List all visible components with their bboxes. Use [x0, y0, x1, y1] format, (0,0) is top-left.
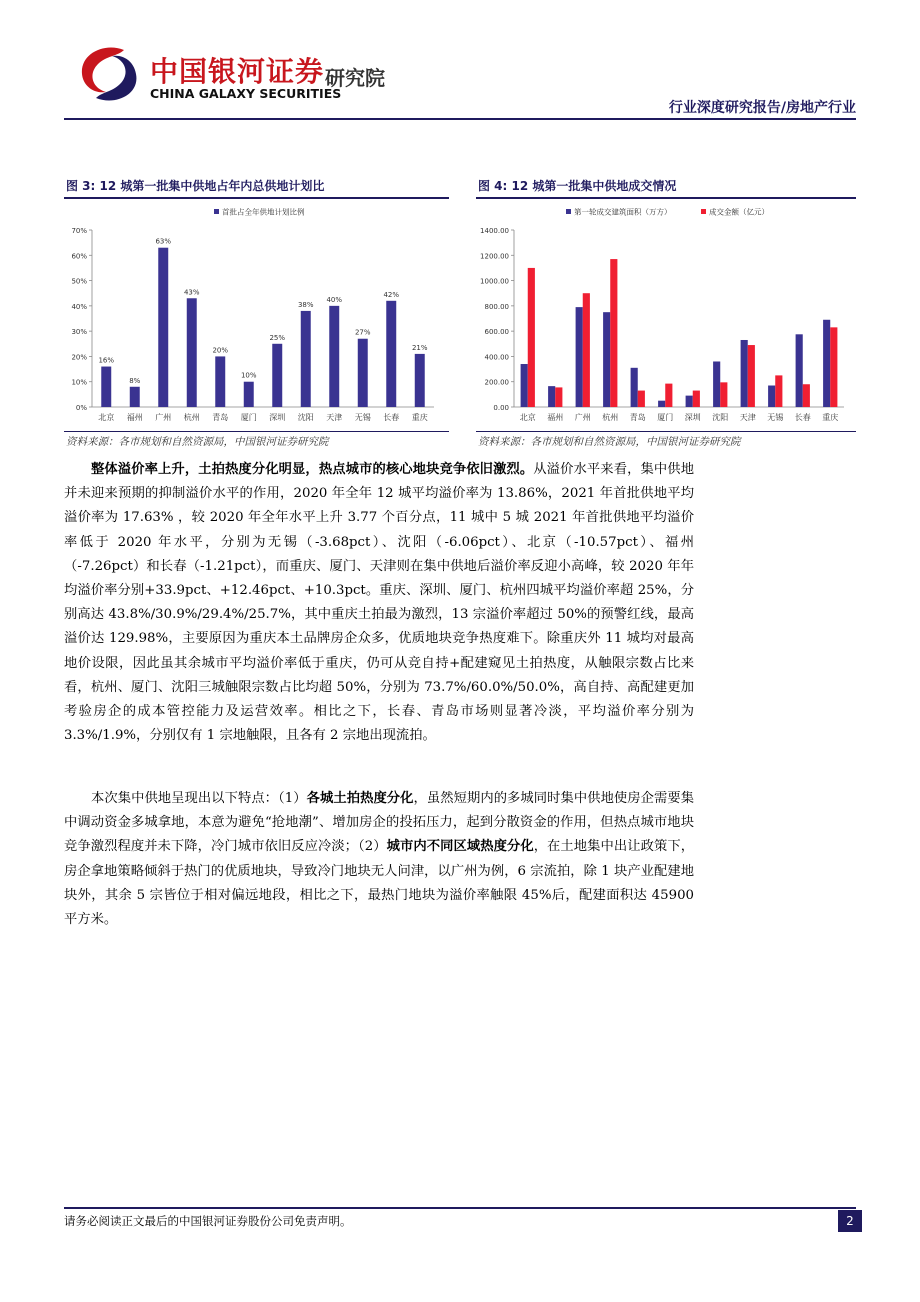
bar [215, 356, 225, 407]
bar [686, 396, 693, 407]
data-label: 63% [155, 237, 172, 246]
bar [713, 361, 720, 407]
figure4-bottom-divider [476, 431, 856, 432]
x-tick-label: 杭州 [183, 413, 200, 422]
legend-swatch [214, 209, 219, 214]
x-tick-label: 福州 [547, 413, 564, 422]
x-tick-label: 重庆 [411, 413, 428, 422]
bar [823, 320, 830, 407]
figure3-chart [64, 200, 449, 430]
figure3-title: 图 3: 12 城第一批集中供地占年内总供地计划比 [66, 179, 325, 193]
bar [638, 391, 645, 407]
brand-name-en: CHINA GALAXY SECURITIES [150, 86, 342, 101]
data-label: 10% [240, 371, 257, 380]
y-tick-label: 60% [71, 252, 87, 261]
bar [803, 384, 810, 407]
y-tick-label: 1000.00 [480, 277, 509, 286]
header-divider [64, 118, 856, 120]
data-label: 21% [411, 343, 428, 352]
bar [658, 401, 665, 407]
x-tick-label: 天津 [739, 413, 756, 422]
bar [548, 386, 555, 407]
y-tick-label: 20% [71, 353, 87, 362]
data-label: 8% [129, 376, 141, 385]
footer-disclaimer: 请务必阅读正文最后的中国银河证券股份公司免责声明。 [64, 1214, 352, 1228]
x-tick-label: 广州 [155, 413, 172, 422]
data-label: 42% [383, 290, 400, 299]
data-label: 27% [354, 328, 371, 337]
data-label: 25% [269, 333, 286, 342]
x-tick-label: 厦门 [240, 413, 257, 422]
paragraph-2-text-a: 本次集中供地呈现出以下特点：（1） [91, 791, 307, 806]
y-tick-label: 200.00 [484, 378, 509, 387]
x-tick-label: 北京 [519, 413, 536, 422]
y-tick-label: 0.00 [493, 404, 509, 412]
bar [720, 382, 727, 407]
data-label: 40% [326, 295, 343, 304]
institute-label: 研究院 [325, 66, 385, 90]
bar [741, 340, 748, 407]
bar [521, 364, 528, 407]
report-type: 行业深度研究报告/房地产行业 [668, 100, 856, 116]
bar [555, 387, 562, 407]
paragraph-2-text-c: ，在土地集中出让政策下，房企拿地策略倾斜于热门的优质地块，导致冷门地块无人问津，以广州为例，6 宗流拍，除 1 块产业配建地块外，其余 5 宗皆位于相对偏远地段，相比之下，最热门地块为溢价率触限 45%后，配建面积达 45900 平方米。 [64, 839, 695, 928]
paragraph-1-text: 从溢价水平来看，集中供地并未迎来预期的抑制溢价水平的作用，2020 年全年 12 城平均溢价率为 13.86%，2021 年首批供地平均溢价率为 17.63% ，较 2020 年全年水平上升 3.77 个百分点，11 城中 5 城 2021 年首批供地平均溢价率低于 2020 年水平，分别为无锡（-3.68pct）、沈阳（-6.06pct）、北京（-10.57pct）、福州（-7.26pct）和长春（-1.21pct），而重庆、厦门、天津则在集中供地后溢价率反迎小高峰，较 2020 年年均溢价率分别+33.9pct、+12.46pct、+10.3pct。重庆、深圳、厦门、杭州四城平均溢价率超 25%，分别高达 43.8%/30.9%/29.4%/25.7%，其中重庆土拍最为激烈，13 宗溢价率超过 50%的预警红线，最高溢价达 129.98%，主要原因为重庆本土品牌房企众多，优质地块竞争热度难下。除重庆外 11 城均对最高地价设限，因此虽其余城市平均溢价率低于重庆，仍可从竞自持+配建窥见土拍热度，从触限宗数占比来看，杭州、厦门、沈阳三城触限宗数占比均超 50%，分别为 73.7%/60.0%/50.0%，高自持、高配建更加考验房企的成本管控能力及运营效率。相比之下，长春、青岛市场则显著冷淡，平均溢价率分别为 3.3%/1.9%，分别仅有 1 宗地触限，且各有 2 宗地出现流拍。 [64, 462, 695, 744]
bar [386, 301, 396, 407]
figure4-title: 图 4: 12 城第一批集中供地成交情况 [478, 179, 677, 193]
figure4-divider [476, 197, 856, 199]
x-tick-label: 广州 [574, 413, 591, 422]
page-number: 2 [838, 1210, 862, 1232]
legend-swatch [701, 209, 706, 214]
bar [576, 307, 583, 407]
paragraph-1 [64, 458, 694, 748]
x-tick-label: 无锡 [767, 413, 784, 422]
y-tick-label: 1200.00 [480, 252, 509, 261]
bar [415, 354, 425, 407]
bar [244, 382, 254, 407]
bar [665, 384, 672, 407]
y-tick-label: 10% [71, 378, 87, 387]
y-tick-label: 30% [71, 328, 87, 337]
x-tick-label: 青岛 [629, 413, 646, 422]
y-tick-label: 50% [71, 277, 87, 286]
bar [775, 375, 782, 407]
data-label: 16% [98, 356, 115, 365]
y-tick-label: 400.00 [484, 353, 509, 362]
bar [101, 367, 111, 407]
paragraph-2 [64, 787, 694, 932]
bar [610, 259, 617, 407]
x-tick-label: 无锡 [354, 413, 371, 422]
figure3-source: 资料来源：各市规划和自然资源局，中国银河证券研究院 [66, 436, 329, 448]
paragraph-1-lead: 整体溢价率上升，土拍热度分化明显，热点城市的核心地块竞争依旧激烈。 [91, 462, 534, 477]
brand-name-cn: 中国银河证券 [150, 55, 325, 88]
bar [329, 306, 339, 407]
y-tick-label: 0% [75, 404, 87, 412]
bar [603, 312, 610, 407]
x-tick-label: 福州 [126, 413, 143, 422]
bar [583, 293, 590, 407]
figure3-divider [64, 197, 449, 199]
x-tick-label: 沈阳 [712, 413, 729, 422]
legend-label: 首批占全年供地计划比例 [222, 207, 305, 217]
paragraph-2-bold-2: 城市内不同区域热度分化 [386, 839, 534, 855]
x-tick-label: 北京 [98, 413, 115, 422]
bar [187, 298, 197, 407]
x-tick-label: 厦门 [657, 413, 674, 422]
x-tick-label: 青岛 [212, 413, 229, 422]
figure3-bottom-divider [64, 431, 449, 432]
x-tick-label: 深圳 [684, 413, 701, 422]
figure4-source: 资料来源：各市规划和自然资源局，中国银河证券研究院 [478, 436, 741, 448]
bar [830, 327, 837, 407]
y-tick-label: 600.00 [484, 328, 509, 337]
bar [631, 368, 638, 407]
bar [158, 248, 168, 407]
bar [130, 387, 140, 407]
legend-label: 成交金额（亿元） [709, 207, 769, 217]
y-tick-label: 40% [71, 302, 87, 311]
x-tick-label: 长春 [383, 413, 400, 422]
y-tick-label: 1400.00 [480, 227, 509, 235]
x-tick-label: 深圳 [269, 413, 286, 422]
x-tick-label: 长春 [794, 413, 811, 422]
x-tick-label: 杭州 [602, 413, 619, 422]
bar [301, 311, 311, 407]
bar [768, 386, 775, 407]
legend-swatch [566, 209, 571, 214]
y-tick-label: 70% [71, 227, 87, 235]
paragraph-2-bold-1: 各城土拍热度分化 [306, 791, 414, 806]
paragraph-2-text-b: ，虽然短期内的多城同时集中供地使房企需要集中调动资金多城拿地，本意为避免“抢地潮”、增加房企的投拓压力，起到分散资金的作用，但热点城市地块竞争激烈程度并未下降，冷门城市依旧反应冷淡；（2） [64, 791, 695, 855]
bar [796, 334, 803, 407]
bar [748, 345, 755, 407]
legend-label: 第一轮成交建筑面积（万方） [574, 207, 672, 217]
bar [693, 391, 700, 407]
bar [272, 344, 282, 407]
bar [358, 339, 368, 407]
data-label: 38% [297, 300, 314, 309]
bar [528, 268, 535, 407]
data-label: 43% [183, 288, 200, 297]
galaxy-logo-icon [74, 44, 144, 104]
figure4-chart [476, 200, 856, 430]
footer-divider [64, 1207, 856, 1209]
y-tick-label: 800.00 [484, 302, 509, 311]
x-tick-label: 天津 [326, 413, 343, 422]
data-label: 20% [212, 346, 229, 355]
x-tick-label: 沈阳 [297, 413, 314, 422]
x-tick-label: 重庆 [822, 413, 839, 422]
